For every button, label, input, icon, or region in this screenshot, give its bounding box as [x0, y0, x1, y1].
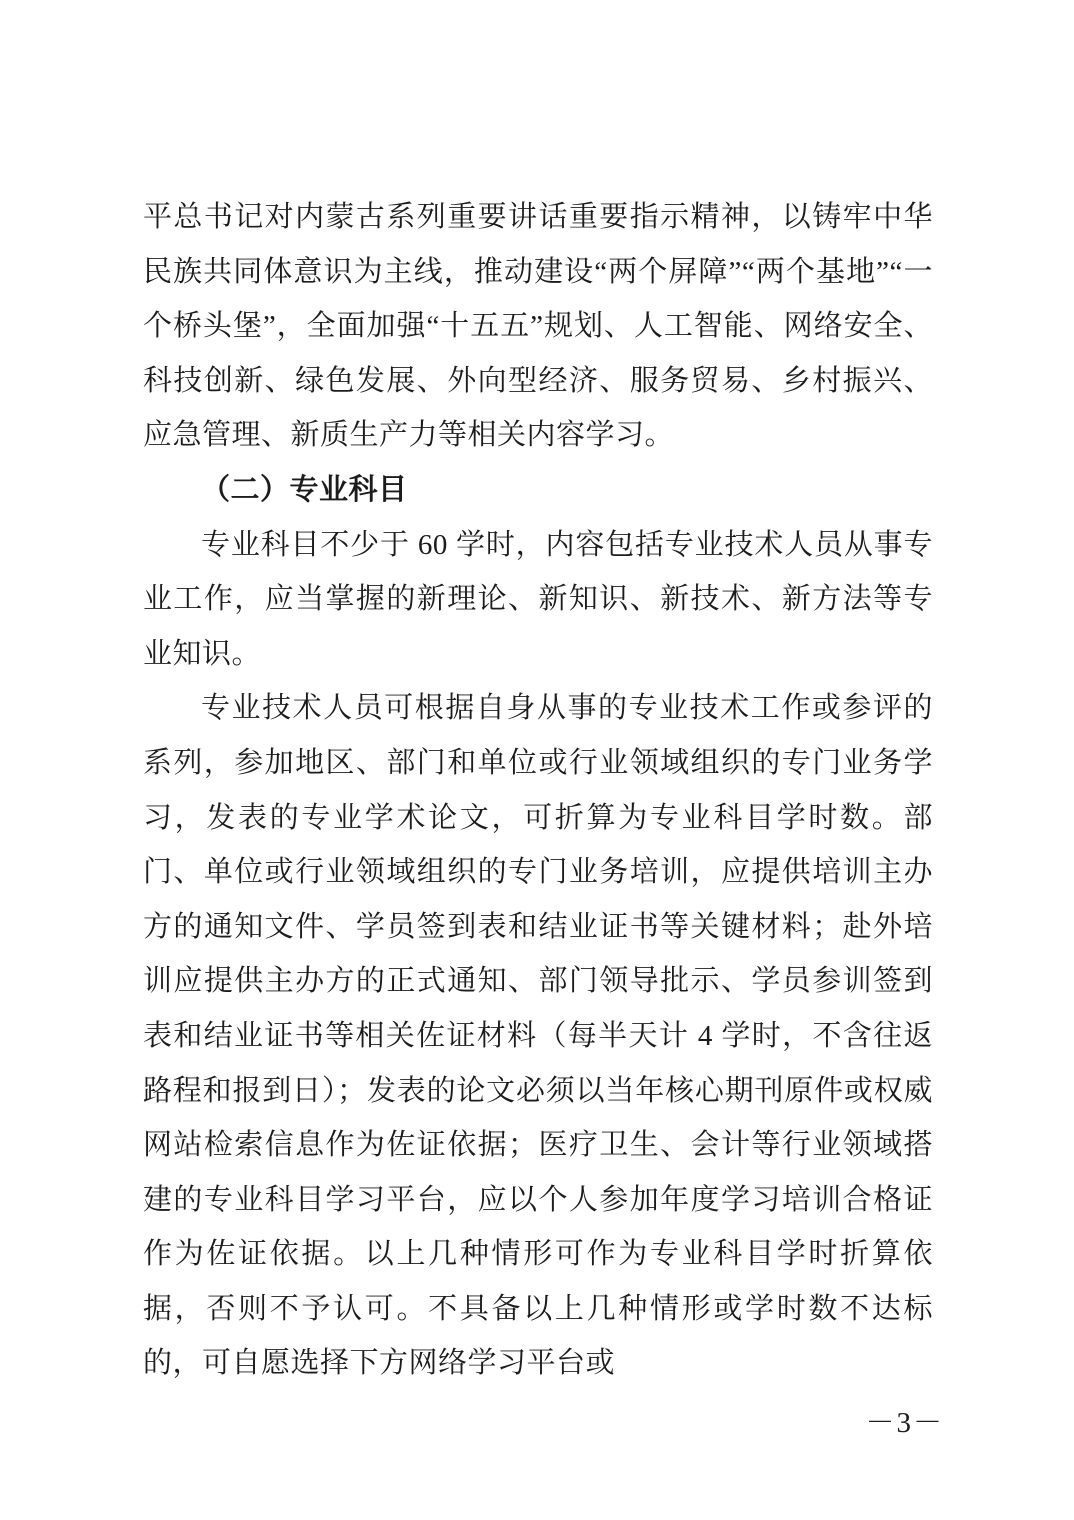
page-number: －3－ [865, 1407, 944, 1439]
document-body [143, 190, 933, 1391]
paragraph-credit-conversion-rules: 专业技术人员可根据自身从事的专业技术工作或参评的系列，参加地区、部门和单位或行业领域组织的专门业务学习，发表的专业学术论文，可折算为专业科目学时数。部门、单位或行业领域组织的专门业务培训，应提供培训主办方的通知文件、学员签到表和结业证书等关键材料；赴外培训应提供主办方的正式通知、部门领导批示、学员参训签到表和结业证书等相关佐证材料（每半天计 4 学时，不含往返路程和报到日）；发表的论文必须以当年核心期刊原件或权威网站检索信息作为佐证依据；医疗卫生、会计等行业领域搭建的专业科目学习平台，应以个人参加年度学习培训合格证作为佐证依据。以上几种情形可作为专业科目学时折算依据，否则不予认可。不具备以上几种情形或学时数不达标的，可自愿选择下方网络学习平台或 [143, 692, 933, 1380]
paragraph-continuation: 平总书记对内蒙古系列重要讲话重要指示精神，以铸牢中华民族共同体意识为主线，推动建设“两个屏障”“两个基地”“一个桥头堡”，全面加强“十五五”规划、人工智能、网络安全、科技创新、绿色发展、外向型经济、服务贸易、乡村振兴、应急管理、新质生产力等相关内容学习。 [143, 201, 933, 452]
paragraph-professional-subject-hours: 专业科目不少于 60 学时，内容包括专业技术人员从事专业工作，应当掌握的新理论、新知识、新技术、新方法等专业知识。 [143, 528, 933, 670]
section-heading-professional-subjects: （二）专业科目 [201, 473, 408, 506]
